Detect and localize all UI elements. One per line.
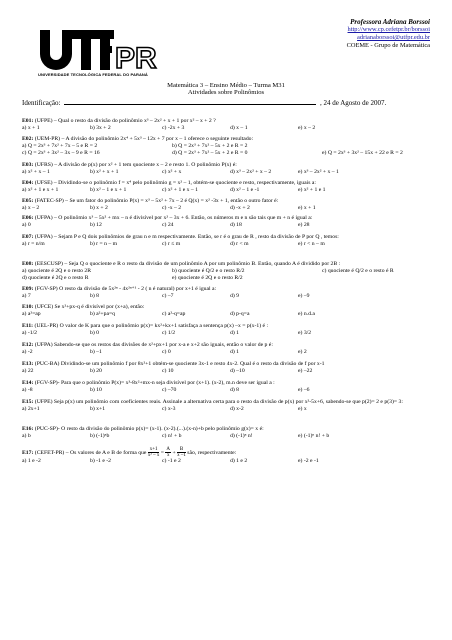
question-code: E10: [22, 304, 34, 310]
answer-option[interactable]: c) x-3 [162, 406, 176, 412]
answer-option[interactable]: d) 9 [230, 293, 240, 299]
author-name: Professora Adriana Borssoi [350, 18, 430, 26]
question-code: E14: [22, 380, 34, 386]
answer-option[interactable]: c) a²-q=ap [162, 311, 186, 317]
answer-option[interactable]: c) -1 e 2 [162, 458, 181, 464]
question-statement [22, 380, 436, 387]
answer-option[interactable]: a) 22 [22, 368, 34, 374]
answer-option[interactable]: e) 3/2 [298, 330, 312, 336]
answer-option[interactable]: b) quociente é Q/2 e o resto R/2 [172, 268, 245, 274]
options-row [22, 406, 436, 413]
options-row [22, 222, 436, 229]
question-code: E07: [22, 234, 34, 240]
answer-option[interactable]: d) x-2 [230, 406, 244, 412]
question-code: E08: [22, 261, 34, 267]
answer-option[interactable]: a) quociente é 2Q e o resto 2R [22, 268, 92, 274]
identification-line [22, 98, 432, 107]
options-row [22, 330, 436, 337]
answer-option[interactable]: b) (-1)ⁿb [90, 433, 110, 439]
fraction-lhs [148, 447, 160, 458]
options-row [22, 368, 436, 375]
question-3 [22, 162, 436, 176]
question-13 [22, 361, 436, 375]
question-statement [22, 136, 436, 143]
answer-option[interactable]: e) 2 [298, 349, 307, 355]
answer-option[interactable]: d) x – 1 [230, 125, 248, 131]
answer-option[interactable]: b) Q = 2x³ + 7x² – 5x + 2 e R = 2 [172, 143, 248, 149]
question-text: (UEM-PR) – A divisão do polinômio 2x⁴ + 5x³ – 12x + 7 por x – 1 oferece o seguinte resultado: [34, 136, 254, 142]
answer-option[interactable]: a) -8 [22, 387, 33, 393]
answer-option[interactable]: b) -1 e -2 [90, 458, 112, 464]
answer-option[interactable]: a) 7 [22, 293, 31, 299]
date-text: , 24 de Agosto de 2007. [319, 99, 387, 107]
options-row [22, 349, 436, 356]
question-8 [22, 261, 436, 282]
question-text: (UFPE) – Qual o resto da divisão do polinômio x³ – 2x² + x + 1 por x² – x + 2 ? [34, 118, 216, 124]
answer-option[interactable]: e) -2 e -1 [298, 458, 319, 464]
question-16 [22, 426, 436, 440]
question-code: E15: [22, 399, 34, 405]
answer-option[interactable]: c) n! + b [162, 433, 182, 439]
answer-option[interactable]: a) b [22, 433, 31, 439]
answer-option[interactable]: b) x+1 [90, 406, 106, 412]
question-text: (UFPE) Seja p(x) um polinômio com coeficientes reais. Assinale a alternativa certa para o resto da divisão de p(x) por x²-5x+6, sabendo-se que p(2)= 2 e p(3)= 3: [34, 399, 403, 405]
answer-option[interactable]: c) –70 [162, 387, 177, 393]
identification-label: Identificação: [22, 99, 61, 107]
fraction-lhs-numerator: x+1 [149, 447, 158, 452]
answer-option[interactable]: d) p-q=a [230, 311, 250, 317]
answer-option[interactable]: d) x³ – 2x² + x – 2 [230, 169, 272, 175]
question-statement [22, 304, 436, 311]
question-text: (UFRS) – A divisão de p(x) por x² + 1 tem quociente x – 2 e resto 1. O polinômio P(x) é: [34, 162, 237, 168]
question-code: E16: [22, 426, 34, 432]
answer-option[interactable]: d) 1 [230, 349, 240, 355]
options-row [22, 241, 436, 248]
question-statement [22, 426, 436, 433]
answer-option[interactable]: e) x³ – 2x² + x – 1 [298, 169, 339, 175]
answer-option[interactable]: c) x² + x [162, 169, 182, 175]
question-6 [22, 215, 436, 229]
question-15 [22, 399, 436, 413]
answer-option[interactable]: e) quociente é 2Q e o resto R/2 [172, 275, 243, 281]
author-site-link[interactable]: http://www.cp.cefetpr.br/borssoi [347, 26, 430, 33]
answer-option[interactable]: b) 0 [90, 330, 100, 336]
options-row [22, 143, 436, 150]
group-name: COEME - Grupo de Matemática [346, 42, 430, 49]
question-text: (CEFET-PR) – Os valores de A e B de forma que [34, 449, 147, 456]
question-code: E03: [22, 162, 34, 168]
answer-option[interactable]: d) –10 [230, 368, 245, 374]
course-title: Matemática 3 – Ensino Médio – Turma M31 [167, 82, 285, 89]
options-row [22, 205, 436, 212]
fraction-b-denominator: x –1 [177, 453, 186, 458]
answer-option[interactable]: a) x – 2 [22, 205, 40, 211]
answer-option[interactable]: e) x [298, 406, 307, 412]
options-row [22, 387, 436, 394]
answer-option[interactable]: b) 10 [90, 387, 102, 393]
question-text: (UFPA) – Sejam P e Q dois polinômios de grau n e m respectivamente. Então, se r é o grau de R , resto da divisão de P por Q , temos: [34, 234, 339, 240]
answer-option[interactable]: d) quociente é 2Q e o resto R [22, 275, 89, 281]
answer-option[interactable]: d) x² – 1 e -1 [230, 187, 260, 193]
answer-option[interactable]: d) (-1)ⁿ n! [230, 433, 253, 439]
question-code: E05: [22, 198, 34, 204]
answer-option[interactable]: c) 1/2 [162, 330, 176, 336]
answer-option[interactable]: a) x² + x – 1 [22, 169, 50, 175]
question-text: (EESCUSP) – Seja Q o quociente e R o resto da divisão de um polinômio A por um polinômio B. Então, quando A é dividido por 2B : [34, 261, 341, 267]
answer-option[interactable]: b) 8 [90, 293, 100, 299]
question-code: E01: [22, 118, 34, 124]
question-10 [22, 304, 436, 318]
options-row [22, 268, 436, 275]
answer-option[interactable]: c) –7 [162, 293, 174, 299]
answer-option[interactable]: b) –1 [90, 349, 102, 355]
question-5 [22, 198, 436, 212]
question-statement [22, 342, 436, 349]
answer-option[interactable]: c) Q = 2x³ + 3x² – 3x – 9 e R = 16 [22, 150, 100, 156]
question-statement [22, 399, 436, 406]
answer-option[interactable]: b) x² – 1 e x + 1 [90, 187, 127, 193]
question-code: E12: [22, 342, 34, 348]
answer-option[interactable]: a) Q = 2x³ + 7x² + 7x – 5 e R = 2 [22, 143, 98, 149]
answer-option[interactable]: a) 2x+1 [22, 406, 40, 412]
question-text: (FATEC-SP) – Se um fator do polinômio P(x) = x³ – 5x² + 7x – 2 é Q(x) = x² -3x + 1, então o outro fator é: [34, 198, 279, 204]
question-code: E02: [22, 136, 34, 142]
answer-option[interactable]: e) –6 [298, 387, 310, 393]
question-code: E06: [22, 215, 34, 221]
answer-option[interactable]: d) 1 e 2 [230, 458, 248, 464]
answer-option[interactable]: d) r < m [230, 241, 249, 247]
question-statement [22, 261, 436, 268]
question-statement [22, 361, 436, 368]
question-2 [22, 136, 436, 157]
answer-option[interactable]: a) -1/2 [22, 330, 38, 336]
question-statement [22, 286, 436, 293]
question-text: (UFPA) – O polinômio x³ – 5x² + mx – n é divisível por x² – 3x + 6. Então, os números m e n são tais que m + n é igual a: [34, 215, 313, 221]
question-statement [22, 198, 436, 205]
answer-option[interactable]: e) x + 1 [298, 205, 316, 211]
question-text: (PUC-SP)- O resto da divisão do polinômio p(x)= (x-1). (x-2).(...).(x-n)+b pelo polinômio g(x)= x é: [34, 426, 264, 432]
options-row [22, 187, 436, 194]
question-4 [22, 180, 436, 194]
question-12 [22, 342, 436, 356]
question-1 [22, 118, 436, 132]
answer-option[interactable]: c) x² + 1 e x – 1 [162, 187, 199, 193]
question-statement [22, 180, 436, 187]
answer-option[interactable]: a) a²=ap [22, 311, 41, 317]
answer-option[interactable]: b) r = n – m [90, 241, 118, 247]
author-block [347, 18, 430, 50]
answer-option[interactable]: b) 12 [90, 222, 102, 228]
answer-option[interactable]: c) -2x + 3 [162, 125, 185, 131]
answer-option[interactable]: c) r ≤ m [162, 241, 181, 247]
answer-option[interactable]: e) Q = 2x³ + 3x² – 15x + 22 e R = 2 [322, 150, 403, 156]
answer-option[interactable]: a) x + 1 [22, 125, 40, 131]
question-statement [22, 234, 436, 241]
question-9 [22, 286, 436, 300]
question-11 [22, 323, 436, 337]
answer-option[interactable]: d) 18 [230, 222, 242, 228]
answer-option[interactable]: d) 1 [230, 330, 240, 336]
answer-option[interactable]: a) r = n/m [22, 241, 45, 247]
answer-option[interactable]: e) –9 [298, 293, 310, 299]
options-row [22, 169, 436, 176]
options-row [22, 275, 436, 282]
fraction-a-denominator: x [166, 453, 170, 458]
answer-option[interactable]: a) -2 [22, 349, 33, 355]
question-14 [22, 380, 436, 394]
answer-option[interactable]: e) x² + 1 e 1 [298, 187, 326, 193]
answer-option[interactable]: a) x² + 1 e x + 1 [22, 187, 59, 193]
question-17 [22, 447, 436, 465]
answer-option[interactable]: c) 10 [162, 368, 174, 374]
question-text: (UEL-PR) O valor de K para que o polinômio p(x)= kx²+kx+1 satisfaça a sentença p(x) –x = p(x-1) é : [34, 323, 269, 329]
fraction-b [177, 447, 186, 458]
options-row [22, 150, 436, 157]
answer-option[interactable]: e) (-1)ⁿ n! + b [298, 433, 330, 439]
question-text: (UFPA) Sabendo-se que os restos das divisões de x²+px+1 por x-a e x+2 são iguais, então o valor de p é: [34, 342, 273, 348]
answer-option[interactable]: d) Q = 2x³ + 7x² – 5x + 2 e R = 0 [172, 150, 248, 156]
answer-option[interactable]: d) 8 [230, 387, 240, 393]
answer-option[interactable]: b) 20 [90, 368, 102, 374]
options-row [22, 433, 436, 440]
svg-text:PR: PR [115, 42, 157, 75]
activity-title: Atividades sobre Polinômios [187, 89, 265, 96]
answer-option[interactable]: e) n.d.a [298, 311, 315, 317]
answer-option[interactable]: e) 28 [298, 222, 310, 228]
question-statement [22, 162, 436, 169]
identification-blank[interactable] [64, 98, 316, 105]
answer-option[interactable]: a) 1 e -2 [22, 458, 41, 464]
answer-option[interactable]: c) 24 [162, 222, 174, 228]
fraction-b-numerator: B [177, 447, 186, 453]
question-text: (PUC-BA) Dividindo-se um polinômio f por 8x²+1 obtém-se quociente 3x-1 e resto 4x-2. Qual é o resto da divisão de f por x-1 [34, 361, 325, 367]
answer-option[interactable]: e) –22 [298, 368, 313, 374]
question-text: (UFSE) – Dividindo-se o polinômio f = x⁴ pelo polinômio g = x² – 1, obtém-se quociente e resto, respectivamente, iguais a: [34, 180, 316, 186]
answer-option[interactable]: e) x – 2 [298, 125, 316, 131]
answer-option[interactable]: b) 3x + 2 [90, 125, 111, 131]
answer-option[interactable]: b) x + 2 [90, 205, 108, 211]
question-statement [22, 118, 436, 125]
question-code: E09: [22, 286, 34, 292]
options-row [22, 293, 436, 300]
options-row [22, 458, 436, 465]
question-code: E04: [22, 180, 34, 186]
answer-option[interactable]: c) 0 [162, 349, 171, 355]
question-code: E17: [22, 449, 34, 456]
options-row [22, 125, 436, 132]
answer-option[interactable]: c) quociente é Q/2 e o resto é R [322, 268, 394, 274]
fraction-lhs-denominator: x² – x [147, 453, 160, 458]
answer-option[interactable]: d) -x + 2 [230, 205, 250, 211]
answer-option[interactable]: b) a²+pa=q [90, 311, 116, 317]
question-7 [22, 234, 436, 248]
fraction-a [165, 447, 171, 458]
question-code: E11: [22, 323, 34, 329]
question-text-after: são, respectivamente: [187, 449, 237, 456]
options-row [22, 311, 436, 318]
question-text: (FGV-SP) O resto da divisão de 5x²ⁿ - 4x²ⁿ⁺¹ - 2 ( n é natural) por x+1 é igual a: [34, 286, 217, 292]
question-text: (FGV-SP)- Para que o polinômio P(x)= x³-8x²+mx-n seja divisível por (x+1). (x-2), m.n deve ser igual a : [34, 380, 275, 386]
fraction-a-numerator: A [166, 447, 171, 452]
answer-option[interactable]: b) x² + x + 1 [90, 169, 119, 175]
answer-option[interactable]: a) 0 [22, 222, 31, 228]
question-statement [22, 323, 436, 330]
question-statement: E17: (CEFET-PR) – Os valores de A e B de forma que $\frac{x+1}{\text{x² – x}}$ = $\frac{A}{x}$ + $\frac{B}{x -1}$ são, respectivamente: [22, 447, 237, 458]
logo-caption: UNIVERSIDADE TECNOLÓGICA FEDERAL DO PARANÁ [38, 72, 148, 77]
answer-option[interactable]: e) r < n – m [298, 241, 325, 247]
question-text: (UFCE) Se x²+px-q é divisível por (x+a), então: [34, 304, 145, 310]
answer-option[interactable]: c) -x – 2 [162, 205, 182, 211]
question-statement [22, 215, 436, 222]
author-email-link[interactable]: adrianaborssoi@utfpr.edu.br [357, 34, 430, 41]
question-code: E13: [22, 361, 34, 367]
